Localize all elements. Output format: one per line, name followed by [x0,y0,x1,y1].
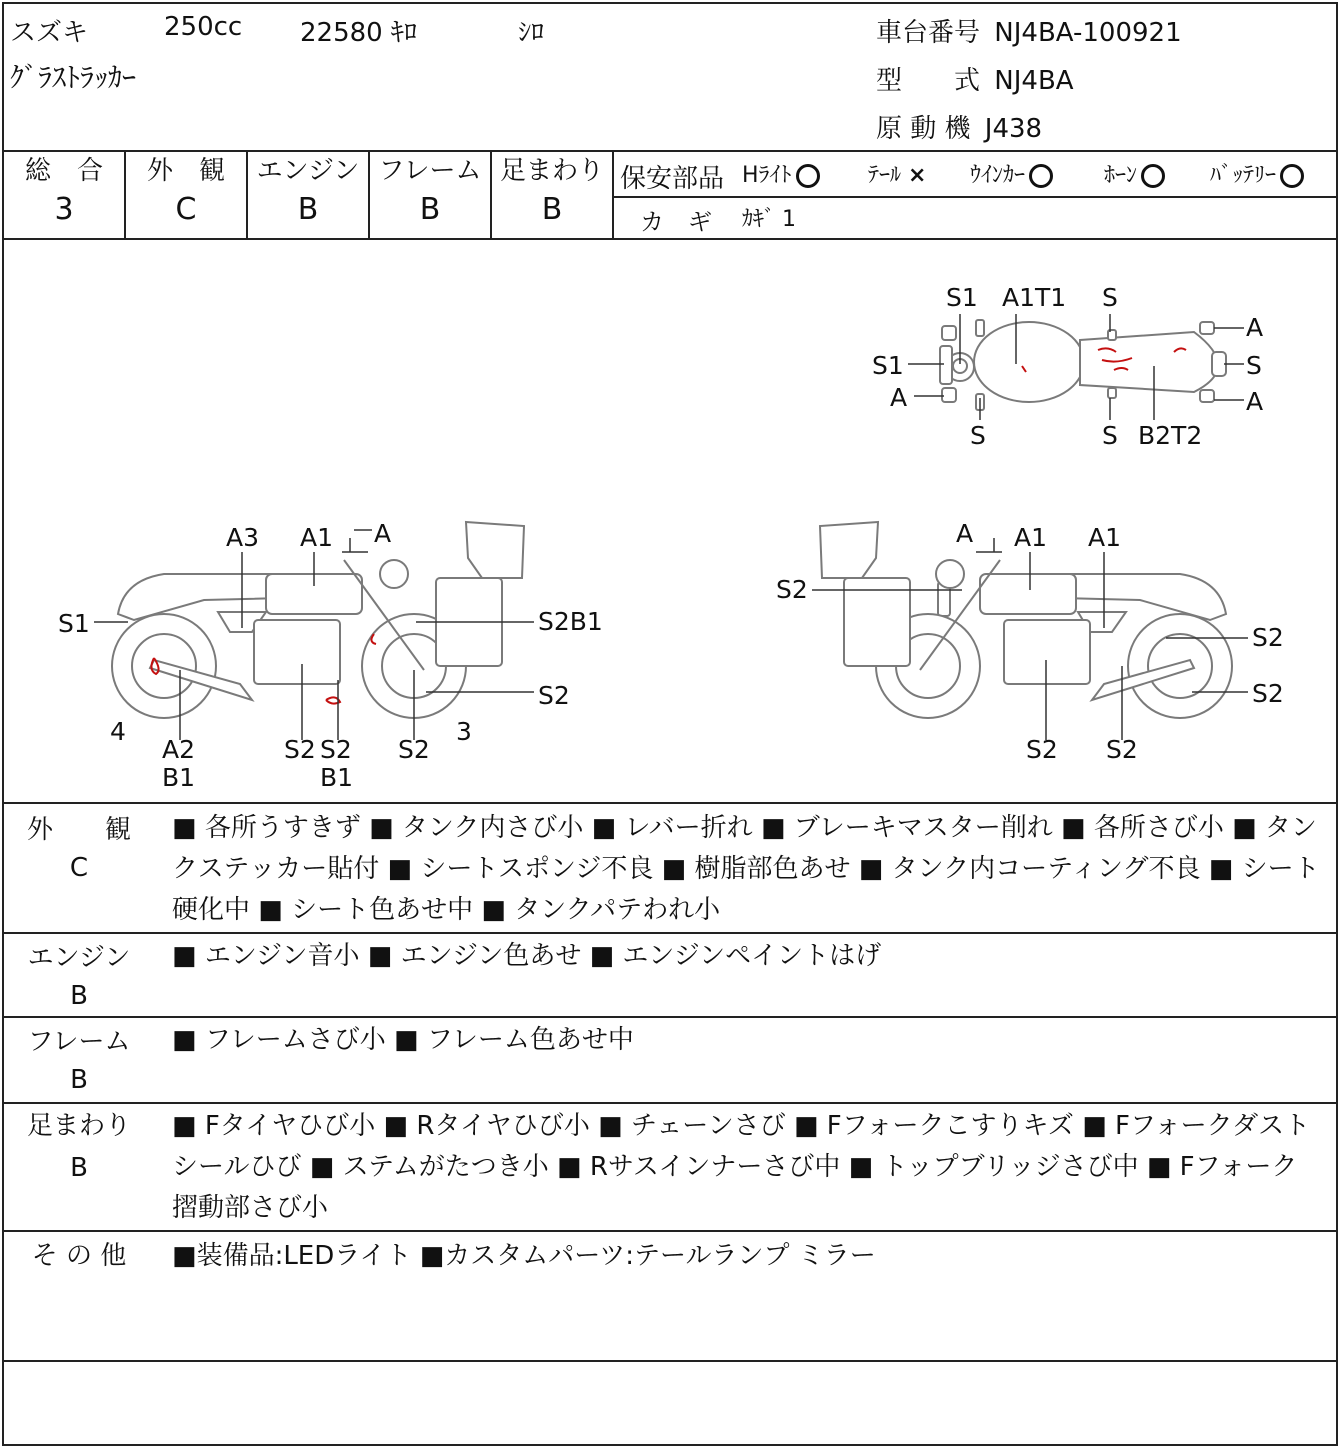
score-engine [248,154,368,232]
label-s: S [1102,283,1118,312]
label-s2: S2 [398,735,430,764]
label-s2: S2 [1252,623,1284,652]
label-s: S [970,421,986,450]
mileage [300,12,417,49]
score-value: B [419,192,441,227]
label-s2: S2 [284,735,316,764]
score-suspension [492,154,612,232]
label-s1: S1 [58,609,90,638]
divider [612,196,1338,198]
section-label: 足まわり [26,1111,131,1141]
safety-item-name: Hﾗｲﾄ [742,163,792,188]
label-s2: S2 [1106,735,1138,764]
label-a2: A2 [162,735,196,764]
engine-value: J438 [984,114,1043,144]
key-value: ｶｷﾞ 1 [742,207,796,232]
label-a1: A1 [300,523,334,552]
score-label: エンジン [256,156,360,186]
label-b1: B1 [162,763,196,792]
safety-item-name: ﾊﾞｯﾃﾘｰ [1210,163,1277,188]
section-grade: B [70,1065,88,1095]
score-label: 足まわり [499,156,604,186]
section-text: ■ Fタイヤひび小 ■ Rタイヤひび小 ■ チェーンさび ■ Fフォークこすりキズ ■ Fフォークダストシールひび ■ ステムがたつき小 ■ Rサスインナーさび中 ■ トップブリッジさび中 ■ Fフォーク摺動部さび小 [172,1111,1311,1223]
score-label: フレーム [378,156,482,186]
engine-row [876,108,1042,145]
label-a3: A3 [226,523,260,552]
safety-item-name: ｳｲﾝｶｰ [970,163,1026,188]
label-a1: A1 [1014,523,1048,552]
section-text: ■装備品:LEDライト ■カスタムパーツ:テールランプ ミラー [172,1241,876,1271]
section-label: 外 観 [26,815,131,845]
score-exterior [126,154,246,232]
section-label: フレーム [27,1027,131,1057]
label-s: S [1102,421,1118,450]
divider [4,1230,1338,1232]
key-label: カ ギ [640,208,712,236]
score-value: B [297,192,319,227]
score-value: 3 [54,192,74,227]
mileage-value: 22580 [300,18,383,48]
divider [4,932,1338,934]
color: ｼﾛ [518,18,545,48]
safety-headlight [742,158,820,189]
label-s2: S2 [1026,735,1058,764]
safety-item-name: ﾃｰﾙ [868,163,902,188]
label-s1: S1 [946,283,978,312]
label-s2: S2 [538,681,570,710]
model-name: ｸﾞﾗｽﾄﾗｯｶｰ [10,61,137,94]
divider [4,150,1338,152]
frame-number-label: 車台番号 [876,18,981,48]
safety-item-name: ﾎｰﾝ [1104,163,1138,188]
frame-number-row [876,12,1182,49]
divider [4,1360,1338,1362]
section-text: ■ フレームさび小 ■ フレーム色あせ中 [172,1025,634,1055]
label-b1: B1 [320,763,354,792]
ng-cross-icon: × [908,163,927,188]
divider [612,150,614,238]
label-s1: S1 [872,351,904,380]
engine-label: 原 動 機 [876,114,971,144]
score-label: 総 合 [24,156,103,186]
label-s2: S2 [320,735,352,764]
label-s: S [1246,351,1262,380]
label-a: A [890,383,908,412]
ok-circle-icon [1029,164,1053,188]
type-value: NJ4BA [994,66,1074,96]
score-value: B [541,192,563,227]
divider [4,1102,1338,1104]
label-b2t2: B2T2 [1138,421,1203,450]
section-grade: C [69,853,89,883]
section-label: エンジン [27,943,131,973]
safety-battery [1210,158,1304,189]
divider [4,802,1338,804]
safety-taillight [868,158,926,189]
maker: スズキ [10,18,89,48]
section-text: ■ 各所うすきず ■ タンク内さび小 ■ レバー折れ ■ ブレーキマスター削れ ■ 各所さび小 ■ タンクステッカー貼付 ■ シートスポンジ不良 ■ 樹脂部色あせ ■ タンク内コーティング不良 ■ シート硬化中 ■ シート色あせ中 ■ タンクパテわれ小 [172,813,1320,925]
score-overall [4,154,124,232]
label-a1t1: A1T1 [1002,283,1067,312]
ok-circle-icon [1280,164,1304,188]
type-row [876,60,1074,97]
inspection-sheet [2,2,1338,1446]
type-label: 型 式 [876,66,981,96]
bike-top-view [938,320,1226,616]
section-grade: B [70,981,88,1011]
label-a: A [1246,313,1264,342]
safety-winker [970,158,1053,189]
divider [4,1016,1338,1018]
safety-label: 保安部品 [620,164,725,194]
score-frame [370,154,490,232]
ok-circle-icon [1141,164,1165,188]
label-s2: S2 [776,575,808,604]
damage-diagram [4,240,1338,802]
section-grade: B [70,1153,88,1183]
mileage-unit: ｷﾛ [390,18,417,48]
label-a: A [956,519,974,548]
label-a1: A1 [1088,523,1122,552]
safety-horn [1104,158,1165,189]
section-text: ■ エンジン音小 ■ エンジン色あせ ■ エンジンペイントはげ [172,941,882,971]
label-3: 3 [456,717,472,746]
label-s2b1: S2B1 [538,607,603,636]
ok-circle-icon [796,164,820,188]
section-label: そ の 他 [31,1241,127,1271]
displacement: 250cc [164,12,243,42]
label-a: A [1246,387,1264,416]
score-value: C [175,192,197,227]
label-a: A [374,519,392,548]
frame-number: NJ4BA-100921 [994,18,1182,48]
label-4: 4 [110,717,126,746]
score-label: 外 観 [146,156,225,186]
label-s2: S2 [1252,679,1284,708]
